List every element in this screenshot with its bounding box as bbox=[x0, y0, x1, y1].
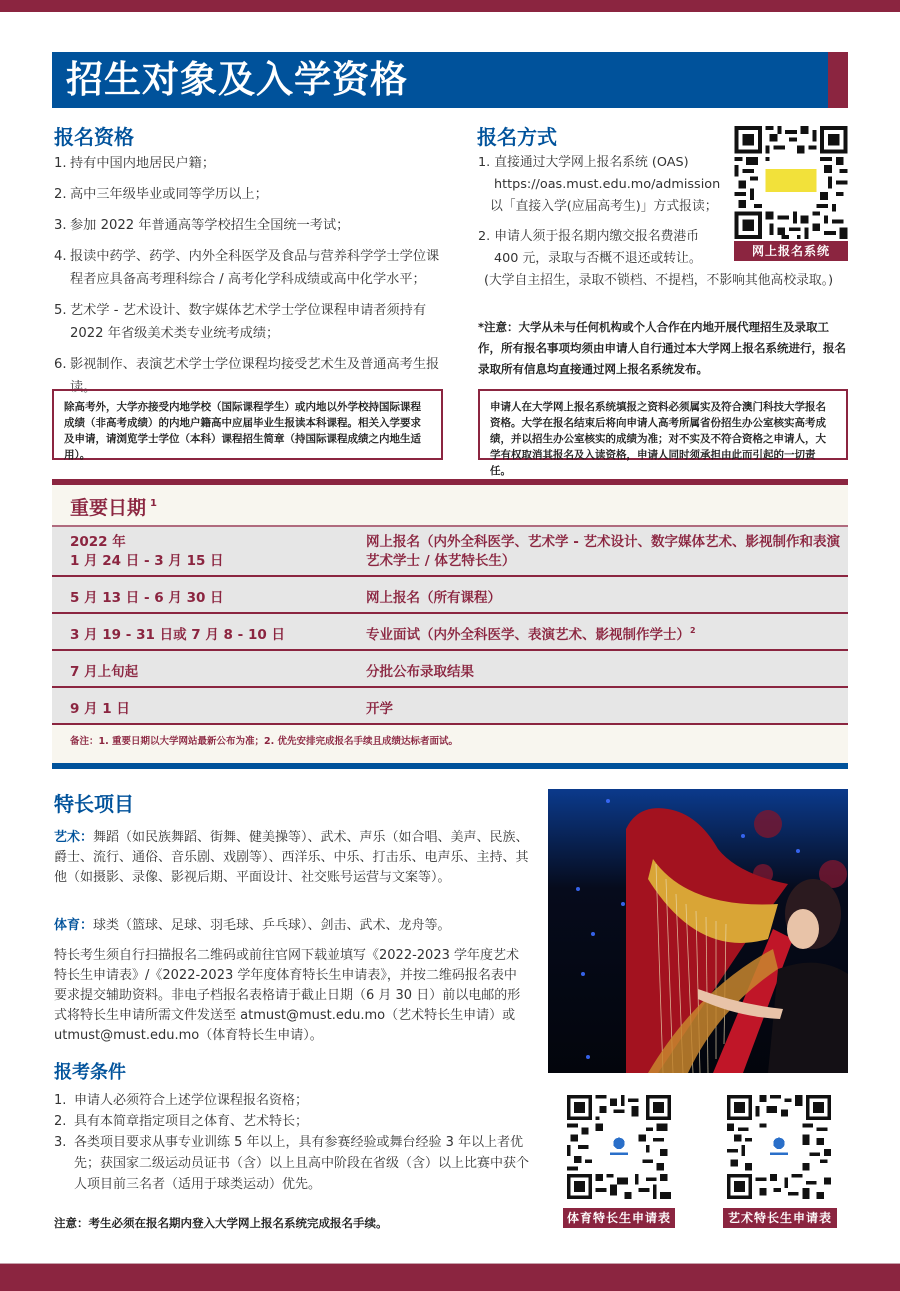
application-note-box: 申请人在大学网上报名系统填报之资料必须属实及符合澳门科技大学报名资格。大学在报名结束后将向申请人高考所属省份招生办公室核实高考成绩，并以招生办公室核实的成绩为准；对不实及不符合资格之申请人，大学有权取消其报名及入读资格，申请人同时须承担由此而引起的一切责任。 bbox=[478, 389, 848, 460]
dates-heading: 重要日期 bbox=[70, 497, 147, 519]
arts-application-qr[interactable] bbox=[723, 1092, 837, 1228]
list-item: 5. 艺术学 - 艺术设计、数字媒体艺术学士学位课程申请者须持有 2022 年省级美术类专业统考成绩； bbox=[54, 303, 427, 341]
table-row: 5 月 13 日 - 6 月 30 日 网上报名（所有课程） bbox=[52, 577, 848, 614]
list-item: 2. 高中三年级毕业或同等学历以上； bbox=[54, 187, 268, 202]
instructions-paragraph: 特长考生须自行扫描报名二维码或前往官网下载並填写《2022-2023 学年度艺术特长生申请表》/《2022-2023 学年度体育特长生申请表》，并按二维码报名表中要求提交辅助资料。非电子档报名表格请于截止日期（6 月 30 日）前以电邮的形式将特长生申请所需文件发送至 atmust@must.edu.mo（艺术特长生申请）或 utmust@must.edu.mo（体育特长生申请）。 bbox=[54, 948, 521, 1043]
qr-code-icon bbox=[727, 1092, 831, 1202]
sports-application-qr[interactable] bbox=[563, 1092, 675, 1228]
conditions-notice: 注意：考生必须在报名期内登入大学网上报名系统完成报名手续。 bbox=[54, 1216, 388, 1230]
sports-paragraph: 体育：球类（篮球、足球、羽毛球、乒乓球）、剑击、武术、龙舟等。 bbox=[54, 918, 451, 933]
top-decorative-bar bbox=[0, 0, 900, 12]
eligibility-note-box: 除高考外，大学亦接受内地学校（国际课程学生）或内地以外学校持国际课程成绩（非高考成绩）的内地户籍高中应届毕业生报读本科课程。相关入学要求及申请，请浏览学士学位（本科）课程招生简章（持国际课程成绩之内地生适用）。 bbox=[52, 389, 443, 460]
list-item: 2. 具有本简章指定项目之体育、艺术特长； bbox=[54, 1114, 309, 1129]
list-item: 1. 申请人必须符合上述学位课程报名资格； bbox=[54, 1093, 309, 1108]
eligibility-list bbox=[54, 152, 449, 407]
list-item: 6. 影视制作、表演艺术学士学位课程均接受艺术生及普通高考生报读。 bbox=[54, 357, 440, 395]
sports-label: 体育： bbox=[54, 918, 94, 933]
title-accent-stripe bbox=[828, 52, 848, 108]
important-dates-table bbox=[52, 479, 848, 769]
application-notice: *注意：大学从未与任何机构或个人合作在内地开展代理招生及录取工作，所有报名事项均须由申请人自行通过本大学网上报名系统进行，报名录取所有信息均直接通过网上报名系统发布。 bbox=[478, 320, 846, 376]
table-bottom-rule bbox=[52, 763, 848, 769]
oas-qr-code[interactable] bbox=[734, 126, 848, 263]
conditions-list bbox=[54, 1090, 532, 1195]
eligibility-heading: 报名资格 bbox=[54, 125, 134, 149]
harp-performer-photo bbox=[548, 789, 848, 1073]
special-heading: 特长项目 bbox=[54, 792, 134, 816]
arts-qr-label: 艺术特长生申请表 bbox=[723, 1208, 837, 1228]
oas-url-link[interactable]: https://oas.must.edu.mo/admission bbox=[494, 177, 721, 192]
list-item: 3. 各类项目要求从事专业训练 5 年以上，具有参赛经验或舞台经验 3 年以上者优先；获国家二级运动员证书（含）以上且高中阶段在省级（含）以上比赛中获个人项目前三名者（适用于球类运动）优先。 bbox=[54, 1135, 530, 1192]
table-row: 2022 年 1 月 24 日 - 3 月 15 日 网上报名（内外全科医学、艺术学 - 艺术设计、数字媒体艺术、影视制作和表演艺术学士 / 体艺特长生） bbox=[52, 527, 848, 577]
page-title-banner bbox=[52, 52, 848, 108]
application-heading: 报名方式 bbox=[477, 125, 557, 149]
conditions-heading: 报考条件 bbox=[54, 1062, 126, 1083]
sports-qr-label: 体育特长生申请表 bbox=[563, 1208, 675, 1228]
bottom-decorative-bar bbox=[0, 1263, 900, 1291]
arts-paragraph: 艺术：舞蹈（如民族舞蹈、街舞、健美操等）、武术、声乐（如合唱、美声、民族、爵士、流行、通俗、音乐剧、戏剧等）、西洋乐、中乐、打击乐、电声乐、主持、其他（如摄影、录像、影视后期、平面设计、社交账号运营与文案等）。 bbox=[54, 830, 529, 885]
list-item: 1. 持有中国内地居民户籍； bbox=[54, 156, 216, 171]
table-row: 3 月 19 - 31 日或 7 月 8 - 10 日 专业面试（内外全科医学、表演艺术、影视制作学士）$^2$ bbox=[52, 614, 848, 651]
qr-code-icon bbox=[567, 1092, 671, 1202]
table-row: 9 月 1 日 开学 bbox=[52, 688, 848, 725]
table-header: 重要日期 $^1$ bbox=[52, 485, 848, 527]
table-row: 7 月上旬起 分批公布录取结果 bbox=[52, 651, 848, 688]
arts-label: 艺术： bbox=[54, 830, 94, 845]
list-item: 3. 参加 2022 年普通高等学校招生全国统一考试； bbox=[54, 218, 350, 233]
table-footnote: 备注：1. 重要日期以大学网站最新公布为准；2. 优先安排完成报名手续且成绩达标者面试。 bbox=[52, 725, 848, 763]
application-list: 1. 直接通过大学网上报名系统 (OAS) https://oas.must.edu.mo/admission 以「直接入学(应届高考生)」方式报读； 2. 申请人须于报名期内缴交报名费港币 400 元，录取与否概不退还或转让。 (大学自主招生，录取不锁档、不提档，不影响其他高校录取。) bbox=[478, 155, 834, 288]
qr-code-icon bbox=[734, 126, 848, 239]
page-title: 招生对象及入学资格 bbox=[66, 58, 408, 101]
list-item: 4. 报读中药学、药学、内外全科医学及食品与营养科学学士学位课程者应具备高考理科综合 / 高考化学科成绩或高中化学水平； bbox=[54, 249, 440, 287]
oas-qr-label: 网上报名系统 bbox=[734, 241, 848, 261]
